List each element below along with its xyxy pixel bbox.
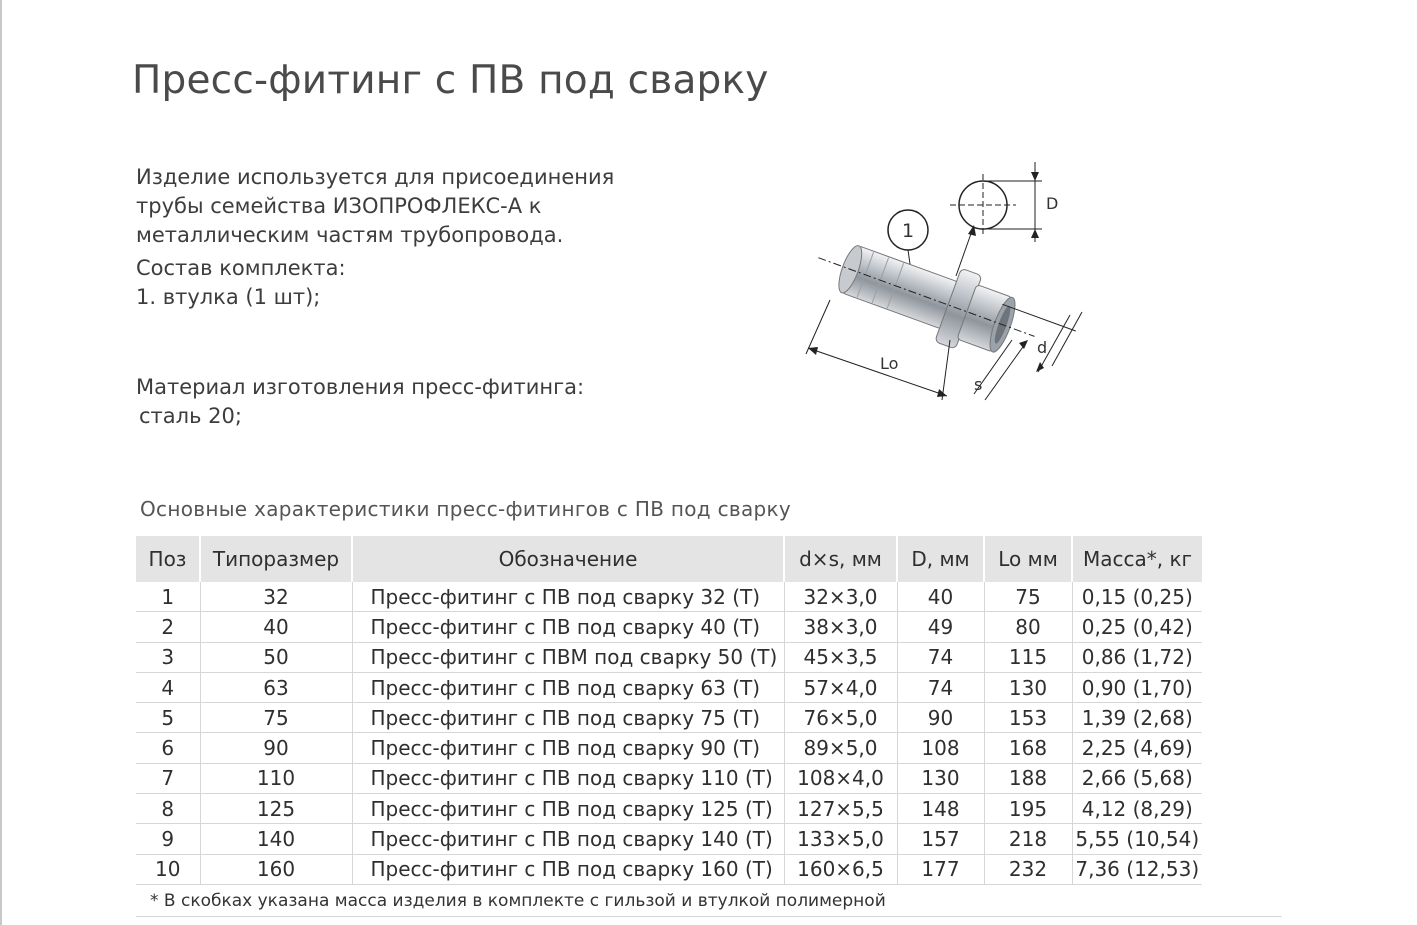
header-mass: Масса*, кг [1072,536,1202,582]
cell-size: 160 [200,854,352,884]
cell-D: 49 [897,612,984,642]
cell-size: 50 [200,642,352,672]
cell-D: 148 [897,794,984,824]
header-D: D, мм [897,536,984,582]
table-row [136,854,1202,884]
table-row [136,733,1202,763]
cell-Lo: 130 [984,672,1072,702]
cell-designation: Пресс-фитинг с ПВ под сварку 140 (Т) [352,824,784,854]
cell-mass: 4,12 (8,29) [1072,794,1202,824]
header-dxs: d×s, мм [784,536,897,582]
callout-number: 1 [901,220,915,242]
cell-dxs: 133×5,0 [784,824,897,854]
material-value: сталь 20; [139,404,242,428]
header-size: Типоразмер [200,536,352,582]
cell-Lo: 195 [984,794,1072,824]
spec-table [136,536,1202,885]
cell-mass: 7,36 (12,53) [1072,854,1202,884]
footnote-divider [136,916,1282,917]
cell-pos: 1 [136,582,200,612]
cell-mass: 1,39 (2,68) [1072,703,1202,733]
cell-D: 40 [897,582,984,612]
cell-mass: 5,55 (10,54) [1072,824,1202,854]
cell-dxs: 38×3,0 [784,612,897,642]
cell-D: 108 [897,733,984,763]
table-row [136,642,1202,672]
table-row [136,824,1202,854]
cell-Lo: 80 [984,612,1072,642]
cell-pos: 9 [136,824,200,854]
cell-mass: 2,25 (4,69) [1072,733,1202,763]
cell-pos: 6 [136,733,200,763]
section-circle [950,162,1042,242]
cell-mass: 0,15 (0,25) [1072,582,1202,612]
cell-Lo: 115 [984,642,1072,672]
cell-dxs: 160×6,5 [784,854,897,884]
table-footnote: * В скобках указана масса изделия в комплекте с гильзой и втулкой полимерной [150,891,886,911]
cell-dxs: 32×3,0 [784,582,897,612]
label-Lo: Lo [880,354,899,373]
cell-Lo: 153 [984,703,1072,733]
fitting-drawing [790,150,1110,410]
cell-pos: 4 [136,672,200,702]
cell-size: 40 [200,612,352,642]
cell-pos: 3 [136,642,200,672]
cell-dxs: 127×5,5 [784,794,897,824]
cell-size: 32 [200,582,352,612]
table-row [136,582,1202,612]
table-row [136,612,1202,642]
cell-Lo: 188 [984,763,1072,793]
cell-dxs: 57×4,0 [784,672,897,702]
page-left-border [0,0,2,925]
cell-pos: 2 [136,612,200,642]
cell-dxs: 108×4,0 [784,763,897,793]
table-row [136,794,1202,824]
cell-designation: Пресс-фитинг с ПВ под сварку 160 (Т) [352,854,784,884]
cell-mass: 0,25 (0,42) [1072,612,1202,642]
cell-mass: 2,66 (5,68) [1072,763,1202,793]
cell-designation: Пресс-фитинг с ПВ под сварку 110 (Т) [352,763,784,793]
cell-pos: 7 [136,763,200,793]
cell-Lo: 75 [984,582,1072,612]
cell-D: 74 [897,672,984,702]
header-designation: Обозначение [352,536,784,582]
label-s: s [974,375,983,394]
label-d: d [1037,338,1048,357]
cell-size: 90 [200,733,352,763]
header-Lo: Lo мм [984,536,1072,582]
cell-size: 63 [200,672,352,702]
cell-Lo: 232 [984,854,1072,884]
cell-designation: Пресс-фитинг с ПВ под сварку 40 (Т) [352,612,784,642]
cell-size: 110 [200,763,352,793]
description-line: трубы семейства ИЗОПРОФЛЕКС-А к [136,194,542,218]
header-pos: Поз [136,536,200,582]
cell-designation: Пресс-фитинг с ПВ под сварку 125 (Т) [352,794,784,824]
cell-designation: Пресс-фитинг с ПВ под сварку 90 (Т) [352,733,784,763]
table-row [136,763,1202,793]
cell-designation: Пресс-фитинг с ПВ под сварку 32 (Т) [352,582,784,612]
cell-pos: 5 [136,703,200,733]
kit-item: 1. втулка (1 шт); [136,285,321,309]
cell-size: 140 [200,824,352,854]
cell-D: 157 [897,824,984,854]
product-description [136,163,656,250]
cell-designation: Пресс-фитинг с ПВ под сварку 63 (Т) [352,672,784,702]
cell-dxs: 89×5,0 [784,733,897,763]
cell-size: 75 [200,703,352,733]
kit-section [136,254,346,312]
cell-pos: 8 [136,794,200,824]
table-header-row [136,536,1202,582]
table-row [136,672,1202,702]
label-D: D [1046,194,1059,213]
cell-mass: 0,86 (1,72) [1072,642,1202,672]
page-title: Пресс-фитинг с ПВ под сварку [132,58,769,103]
cell-D: 90 [897,703,984,733]
description-line: металлическим частям трубопровода. [136,223,564,247]
cell-D: 130 [897,763,984,793]
table-caption: Основные характеристики пресс-фитингов с ПВ под сварку [140,497,792,521]
kit-heading: Состав комплекта: [136,256,346,280]
cell-dxs: 45×3,5 [784,642,897,672]
fitting-body [805,221,1048,373]
cell-size: 125 [200,794,352,824]
cell-mass: 0,90 (1,70) [1072,672,1202,702]
material-section [136,373,584,431]
description-line: Изделие используется для присоединения [136,165,615,189]
cell-pos: 10 [136,854,200,884]
cell-designation: Пресс-фитинг с ПВ под сварку 75 (Т) [352,703,784,733]
material-heading: Материал изготовления пресс-фитинга: [136,375,585,399]
cell-Lo: 218 [984,824,1072,854]
cell-dxs: 76×5,0 [784,703,897,733]
table-row [136,703,1202,733]
cell-Lo: 168 [984,733,1072,763]
cell-D: 74 [897,642,984,672]
cell-D: 177 [897,854,984,884]
cell-designation: Пресс-фитинг с ПВМ под сварку 50 (Т) [352,642,784,672]
